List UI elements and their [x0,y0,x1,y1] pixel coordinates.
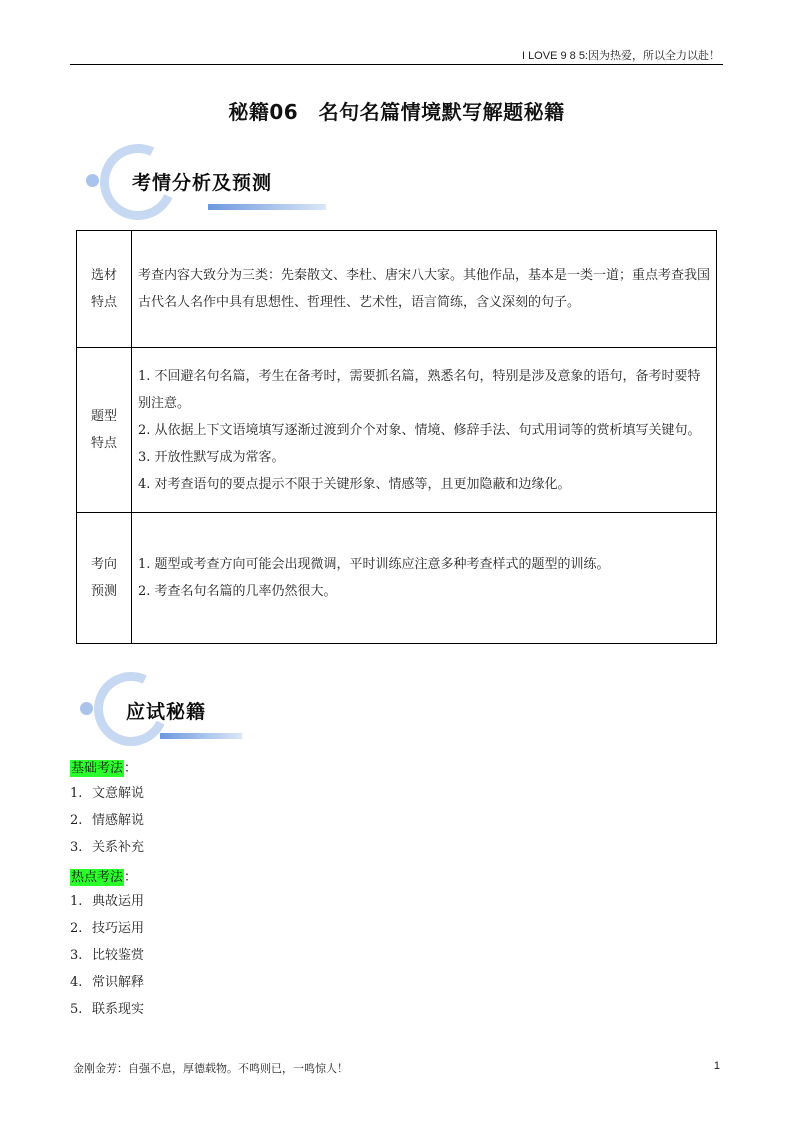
row-value: 1. 题型或考查方向可能会出现微调，平时训练应注意多种考查样式的题型的训练。 2. 考查名句名篇的几率仍然很大。 [132,513,717,644]
banner-label: 考情分析及预测 [132,172,273,194]
section-banner-analysis [80,140,340,220]
banner-dot-icon [86,174,99,187]
banner-dot-icon [80,702,93,715]
list-item: 1. 文意解说 [70,786,145,801]
section-banner-tips [80,670,260,748]
list-item: 2. 情感解说 [70,813,145,828]
list-item: 3. 比较鉴赏 [70,948,145,963]
page-number: 1 [713,1060,720,1072]
exam-analysis-table [76,230,717,644]
row-value: 考查内容大致分为三类：先秦散文、李杜、唐宋八大家。其他作品，基本是一类一道；重点考查我国古代名人名作中具有思想性、哲理性、艺术性，语言简练，含义深刻的句子。 [132,231,717,348]
list-item: 3. 关系补充 [70,840,145,855]
footer-motto: 金刚金芳：自强不息，厚德载物。不鸣则已，一鸣惊人！ [73,1062,348,1075]
highlight: 热点考法 [71,870,124,885]
row-key: 题型 特点 [77,348,132,513]
banner-label: 应试秘籍 [126,701,207,723]
table-row [77,348,717,513]
table-row [77,513,717,644]
basic-methods-list [70,780,144,861]
list-item: 4. 常识解释 [70,975,145,990]
page-header: I LOVE 9 8 5:因为热爱，所以全力以赴！ [521,50,720,62]
list-item: 2. 技巧运用 [70,921,145,936]
row-key: 选材 特点 [77,231,132,348]
header-rule [70,64,723,65]
list-item: 1. 典故运用 [70,894,145,909]
table-row [77,231,717,348]
hot-methods-heading: 热点考法： [71,870,138,885]
banner-underline [208,204,326,210]
row-value: 1. 不回避名句名篇，考生在备考时，需要抓名篇，熟悉名句，特别是涉及意象的语句，备考时要特别注意。 2. 从依据上下文语境填写逐渐过渡到介个对象、情境、修辞手法、句式用词等的赏析填写关键句。 3. 开放性默写成为常客。 4. 对考查语句的要点提示不限于关键形象、情感等，且更加隐蔽和边缘化。 [132,348,717,513]
list-item: 5. 联系现实 [70,1002,145,1017]
basic-methods-heading: 基础考法： [71,761,138,776]
row-key: 考向 预测 [77,513,132,644]
document-title: 秘籍06 名句名篇情境默写解题秘籍 [228,100,565,124]
banner-underline [160,733,242,739]
hot-methods-list [70,888,144,1023]
highlight: 基础考法 [71,761,124,776]
